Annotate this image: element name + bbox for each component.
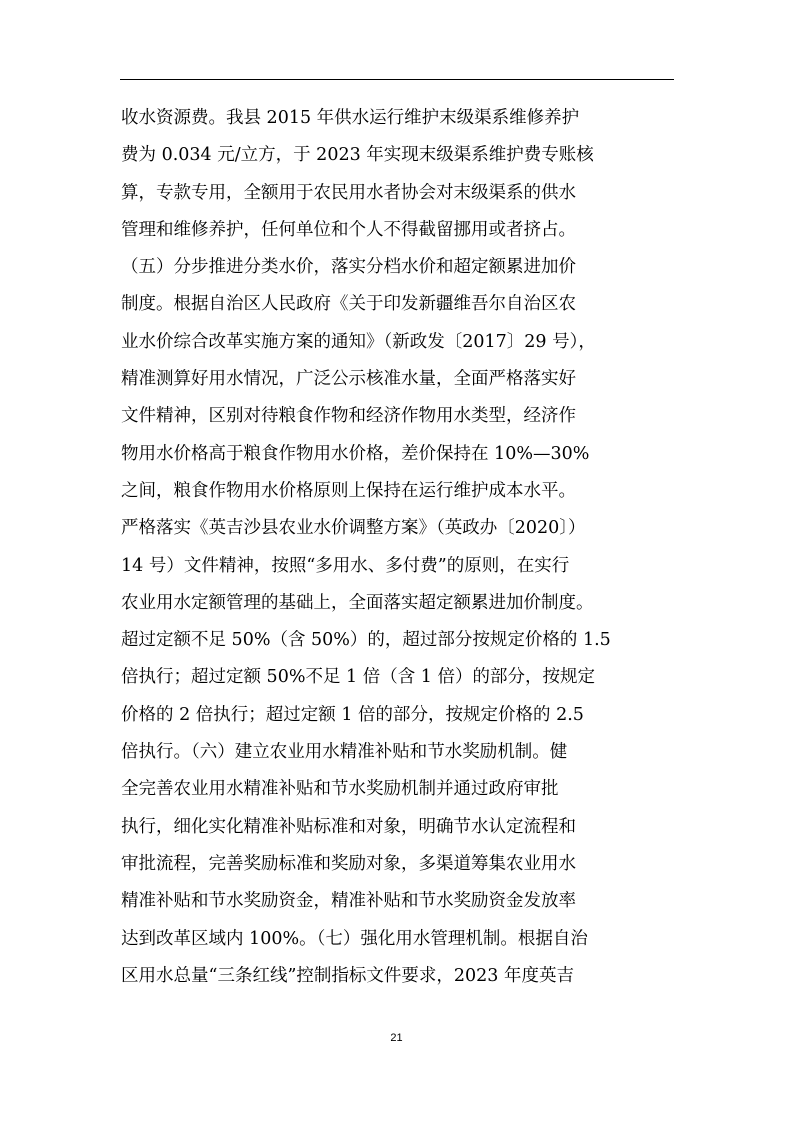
text-line: 审批流程，完善奖励标准和奖励对象，多渠道筹集农业用水 — [121, 853, 576, 874]
text-line: 之间，粮食作物用水价格原则上保持在运行维护成本水平。 — [121, 480, 576, 501]
text-line: 精准测算好用水情况，广泛公示核准水量，全面严格落实好 — [121, 369, 576, 390]
text-line: 费为 0.034 元/立方，于 2023 年实现末级渠系维护费专账核 — [121, 145, 594, 166]
text-line: 达到改革区域内 100%。（七）强化用水管理机制。根据自治 — [121, 928, 588, 949]
text-line: 执行，细化实化精准补贴标准和对象，明确节水认定流程和 — [121, 816, 576, 837]
text-line: 价格的 2 倍执行；超过定额 1 倍的部分，按规定价格的 2.5 — [121, 704, 584, 725]
header-rule — [120, 79, 674, 80]
text-line: 倍执行。（六）建立农业用水精准补贴和节水奖励机制。健 — [121, 742, 568, 763]
text-line: 14 号）文件精神，按照“多用水、多付费”的原则，在实行 — [121, 555, 570, 576]
text-line: 农业用水定额管理的基础上，全面落实超定额累进加价制度。 — [121, 592, 594, 613]
text-line: 收水资源费。我县 2015 年供水运行维护末级渠系维修养护 — [121, 108, 580, 128]
text-line: 管理和维修养护，任何单位和个人不得截留挪用或者挤占。 — [121, 219, 576, 240]
text-line: （五）分步推进分类水价，落实分档水价和超定额累进加价 — [121, 257, 576, 278]
text-line: 倍执行；超过定额 50%不足 1 倍（含 1 倍）的部分，按规定 — [121, 667, 595, 688]
text-line: 物用水价格高于粮食作物用水价格，差价保持在 10%—30% — [121, 443, 590, 464]
text-line: 文件精神，区别对待粮食作物和经济作物用水类型，经济作 — [121, 406, 576, 427]
document-body — [121, 100, 681, 995]
page-number: 21 — [390, 1032, 403, 1044]
text-line: 业水价综合改革实施方案的通知》（新政发〔2017〕29 号）， — [121, 331, 596, 352]
text-line: 超过定额不足 50%（含 50%）的，超过部分按规定价格的 1.5 — [121, 630, 611, 651]
text-line: 区用水总量“三条红线”控制指标文件要求，2023 年度英吉 — [121, 965, 574, 986]
text-line: 严格落实《英吉沙县农业水价调整方案》（英政办〔2020〕） — [121, 518, 586, 539]
text-line: 算，专款专用，全额用于农民用水者协会对末级渠系的供水 — [121, 182, 576, 203]
text-line: 全完善农业用水精准补贴和节水奖励机制并通过政府审批 — [121, 779, 559, 800]
text-line: 制度。根据自治区人民政府《关于印发新疆维吾尔自治区农 — [121, 294, 576, 315]
text-line: 精准补贴和节水奖励资金，精准补贴和节水奖励资金发放率 — [121, 891, 576, 912]
